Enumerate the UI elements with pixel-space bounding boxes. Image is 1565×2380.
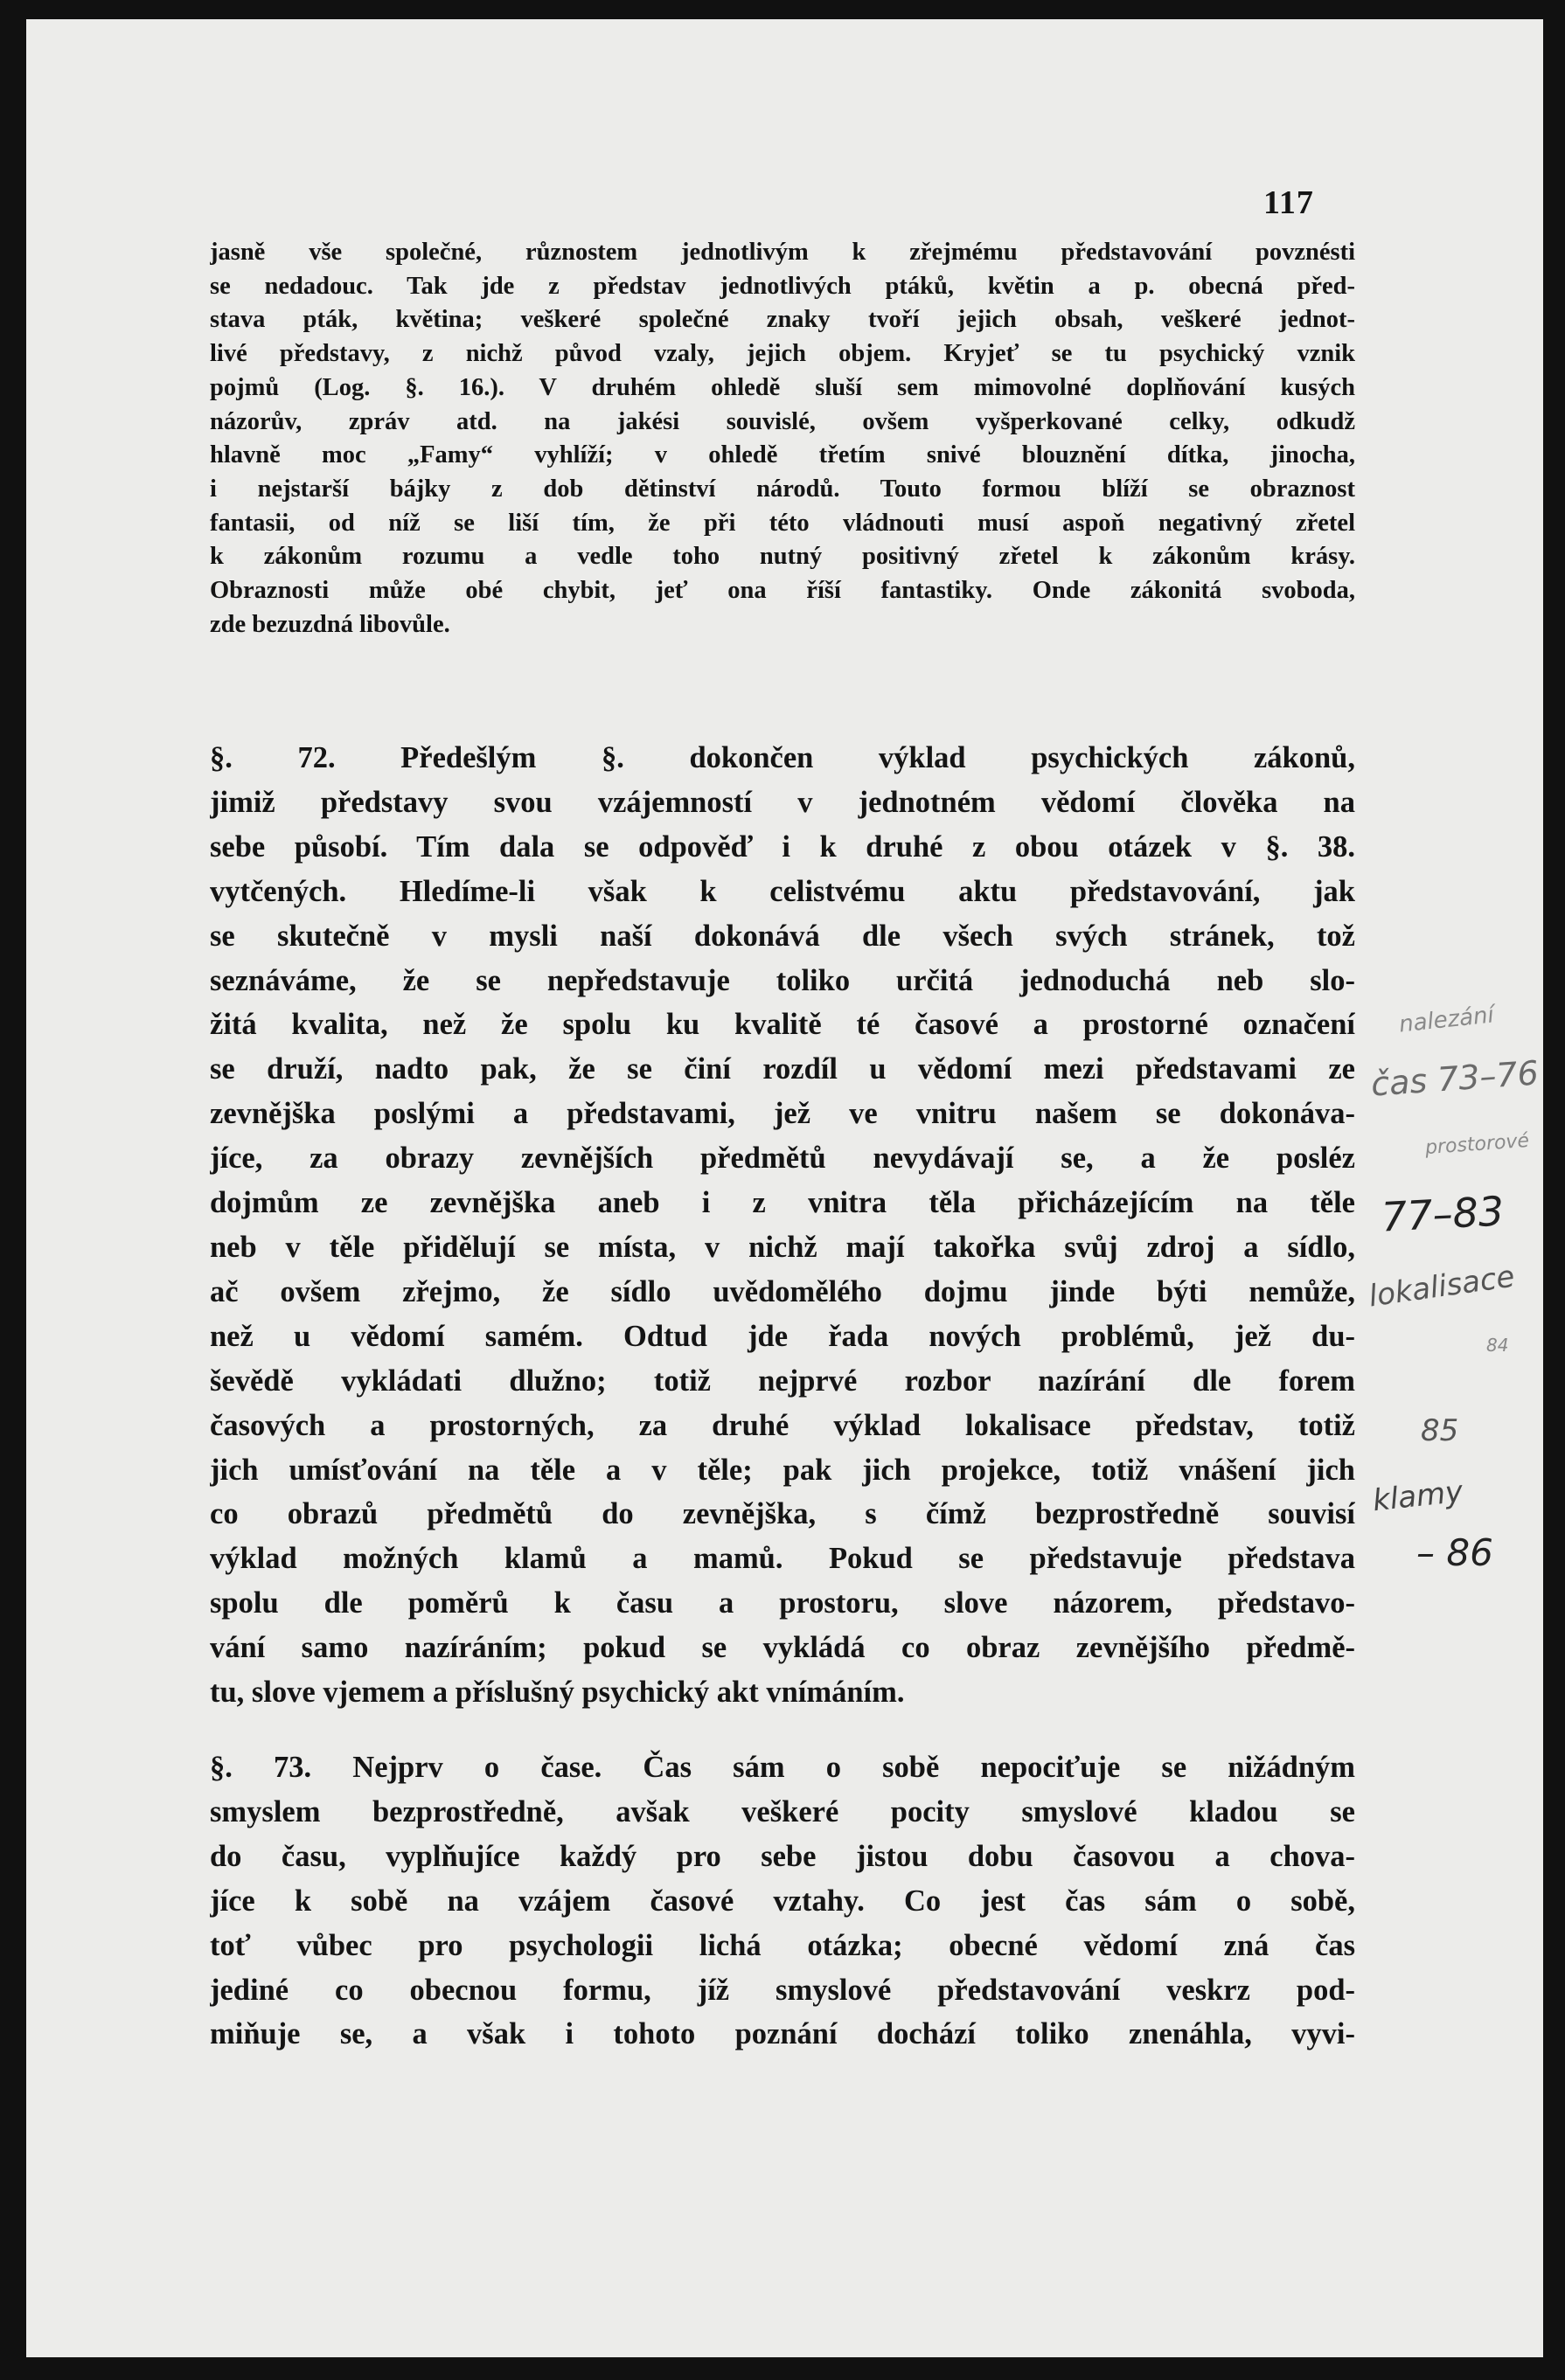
text-line: názorův, zpráv atd. na jakési souvislé, ovšem vyšperkované celky, odkudž [210, 407, 1355, 435]
text-line: pojmů (Log. §. 16.). V druhém ohledě sluší sem mimovolné doplňování kusých [210, 373, 1355, 401]
text-line: jimiž představy svou vzájemností v jednotném vědomí člověka na [210, 785, 1355, 819]
book-page [26, 19, 1543, 2357]
page-number: 117 [1263, 184, 1314, 221]
margin-note: prostorové [1424, 1129, 1530, 1160]
text-line: k zákonům rozumu a vedle toho nutný positivný zřetel k zákonům krásy. [210, 543, 1355, 571]
text-line: se skutečně v mysli naší dokonává dle všech svých stránek, tož [210, 919, 1355, 953]
text-line: spolu dle poměrů k času a prostoru, slove názorem, představo- [210, 1586, 1355, 1620]
text-line: než u vědomí samém. Odtud jde řada nových problémů, jež du- [210, 1319, 1355, 1353]
text-line: tu, slove vjemem a příslušný psychický akt vnímáním. [210, 1676, 905, 1710]
text-line: ač ovšem zřejmo, že sídlo uvědomělého dojmu jinde býti nemůže, [210, 1274, 1355, 1308]
text-line: vání samo nazíráním; pokud se vykládá co obraz zevnějšího předmě- [210, 1631, 1355, 1665]
text-line: livé představy, z nichž původ vzaly, jejich objem. Kryjeť se tu psychický vznik [210, 340, 1355, 368]
margin-note: 77–83 [1380, 1187, 1506, 1241]
section-73-paragraph [210, 1745, 1355, 2057]
margin-note: klamy [1371, 1474, 1465, 1519]
text-line: do času, vyplňujíce každý pro sebe jistou dobu časovou a chova- [210, 1839, 1355, 1873]
text-line: toť vůbec pro psychologii lichá otázka; obecné vědomí zná čas [210, 1928, 1355, 1962]
text-line: neb v těle přidělují se místa, v nichž mají takořka svůj zdroj a sídlo, [210, 1230, 1355, 1264]
text-line: žitá kvalita, než že spolu ku kvalitě té časové a prostorné označení [210, 1008, 1355, 1042]
text-line: §. 72. Předešlým §. dokončen výklad psychických zákonů, [210, 741, 1355, 774]
paragraph-small-print [210, 236, 1355, 642]
margin-note: 85 [1421, 1413, 1459, 1448]
section-72-paragraph [210, 736, 1355, 1715]
text-line: vytčených. Hledíme-li však k celistvému aktu představování, jak [210, 874, 1355, 908]
text-line: i nejstarší bájky z dob dětinství národů. Touto formou blíží se obraznost [210, 475, 1355, 503]
handwritten-margin-notes [1355, 1002, 1543, 1619]
text-line: časových a prostorných, za druhé výklad lokalisace představ, totiž [210, 1408, 1355, 1442]
text-line: §. 73. Nejprv o čase. Čas sám o sobě nepociťuje se nižádným [210, 1751, 1355, 1784]
text-line: seznáváme, že se nepředstavuje toliko určitá jednoduchá neb slo- [210, 963, 1355, 997]
margin-note: čas 73–76 [1369, 1053, 1541, 1104]
text-line: výklad možných klamů a mamů. Pokud se představuje představa [210, 1542, 1355, 1576]
text-line: dojmům ze zevnějška aneb i z vnitra těla přicházejícím na těle [210, 1186, 1355, 1220]
margin-note: lokalisace [1367, 1259, 1517, 1315]
text-line: se nedadouc. Tak jde z představ jednotlivých ptáků, květin a p. obecná před- [210, 272, 1355, 300]
text-line: jíce, za obrazy zevnějších předmětů nevydávají se, a že posléz [210, 1141, 1355, 1176]
text-line: smyslem bezprostředně, avšak veškeré pocity smyslové kladou se [210, 1794, 1355, 1828]
margin-note: nalezání [1397, 1002, 1496, 1038]
margin-note: 84 [1486, 1335, 1509, 1356]
text-line: co obrazů předmětů do zevnějška, s čímž bezprostředně souvisí [210, 1497, 1355, 1531]
text-line: jasně vše společné, různostem jednotlivým k zřejmému představování povznésti [210, 239, 1355, 266]
text-line: jich umísťování na těle a v těle; pak jich projekce, totiž vnášení jich [210, 1453, 1355, 1487]
text-line: sebe působí. Tím dala se odpověď i k druhé z obou otázek v §. 38. [210, 829, 1355, 864]
text-line: zevnějška poslými a představami, jež ve vnitru našem se dokonáva- [210, 1097, 1355, 1131]
text-line: Obraznosti může obé chybit, jeť ona říší fantastiky. Onde zákonitá svoboda, [210, 577, 1355, 605]
text-line: zde bezuzdná libovůle. [210, 610, 450, 638]
text-line: fantasii, od níž se liší tím, že při této vládnouti musí aspoň negativný zřetel [210, 509, 1355, 537]
margin-note: – 86 [1416, 1531, 1493, 1574]
text-line: se druží, nadto pak, že se činí rozdíl u vědomí mezi představami ze [210, 1052, 1355, 1086]
text-line: stava pták, květina; veškeré společné znaky tvoří jejich obsah, veškeré jednot- [210, 306, 1355, 334]
text-line: ševědě vykládati dlužno; totiž nejprvé rozbor nazírání dle forem [210, 1363, 1355, 1398]
text-line: hlavně moc „Famy“ vyhlíží; v ohledě třetím snivé blouznění dítka, jinocha, [210, 441, 1355, 469]
text-line: miňuje se, a však i tohoto poznání dochází toliko znenáhla, vyvi- [210, 2017, 1355, 2051]
text-line: jediné co obecnou formu, jíž smyslové představování veskrz pod- [210, 1973, 1355, 2007]
text-line: jíce k sobě na vzájem časové vztahy. Co jest čas sám o sobě, [210, 1884, 1355, 1918]
